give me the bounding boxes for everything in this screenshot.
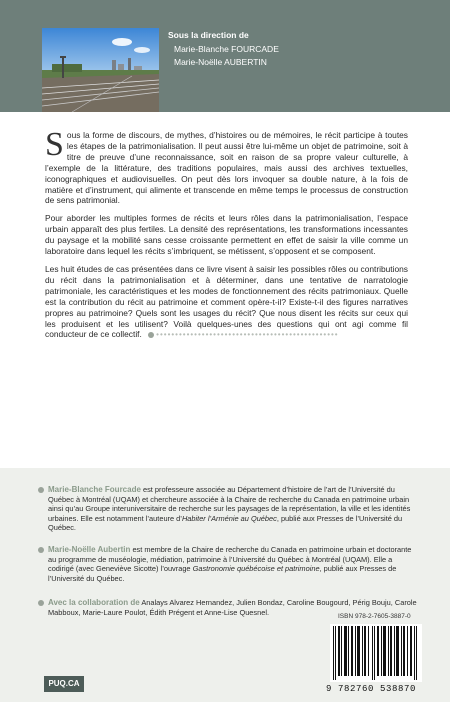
drop-cap: S — [45, 126, 64, 163]
paragraph-text: ous la forme de discours, de mythes, d’histoires ou de mémoires, le récit participe à toutes les étapes de la patrimonialisation. Il peut aussi être lui-même un objet de patrimoine, soit à titre de preuve d’une reconnaissance, soit en raison de sa propre valeur culturelle, à l’exemple de la littérature, des traditions populaires, mais aussi des archives textuelles, iconographiques et audiovisuelles. On peut dès lors invoquer sa double nature, à la fois de matière et d’instrument, qui alimente et transcende en même temps le processus de construction de sens patrimonial. — [45, 130, 408, 206]
editors-lead: Sous la direction de — [168, 30, 249, 40]
bullet-dot-icon — [38, 547, 44, 553]
editors-block — [168, 30, 279, 70]
paragraph: Pour aborder les multiples formes de récits et leurs rôles dans la patrimonialisation, l’espace urbain apparaît des plus fertiles. La densité des représentations, les transformations incessantes du paysage et la mobilité sans cesse croissante permettent en effet de saisir la ville comme un laboratoire dans lequel les récits s’imbriquent, se métissent, s’opposent et se composent. — [45, 213, 408, 257]
paragraph-text: Les huit études de cas présentées dans ce livre visent à saisir les possibles rôles ou contributions du récit dans la patrimonialisation et à déterminer, dans une tentative de narratologie patrimoniale, les caractéristiques et les modes de fonctionnement des récits patrimoniaux. Quelle est la contribution du récit au patrimoine et comment opère-t-il? Existe-t-il des figures narratives propres au patrimoine? Quels sont les usages du récit? Que nous disent les récits sur ceux qui les produisent et les utilisent? Voilà quelques-unes des questions qui ont agi comme fil conducteur de ce collectif. — [45, 263, 408, 340]
bio-text: , publié aux Presses de l’Université du Québec. — [48, 564, 397, 583]
editor-name: Marie-Blanche FOURCADE — [174, 44, 279, 54]
bio-text: , publié aux Presses de l’Université du Québec. — [48, 513, 403, 533]
cover-photo — [42, 28, 159, 112]
publisher-logo: PUQ.CA — [44, 676, 84, 692]
author-bio — [48, 545, 418, 583]
bullet-dot-icon — [38, 600, 44, 606]
author-name: Marie-Blanche Fourcade — [48, 485, 141, 494]
barcode — [330, 624, 422, 682]
author-name: Marie-Noëlle Aubertin — [48, 545, 131, 554]
collaborators-lead: Avec la collaboration de — [48, 598, 140, 607]
book-title: Habiter l’Arménie au Québec — [181, 513, 277, 523]
bullet-dot-icon — [38, 487, 44, 493]
editor-name: Marie-Noëlle AUBERTIN — [174, 57, 267, 67]
barcode-number: 9 782760 538870 — [326, 684, 417, 694]
bullet-dot-icon — [148, 332, 154, 338]
isbn: ISBN 978-2-7605-3887-0 — [338, 613, 411, 620]
book-title: Gastronomie québécoise et patrimoine — [192, 564, 320, 574]
paragraph — [45, 264, 408, 341]
dotted-rule: •••••••••••••••••••••••••••••••••••••••••••••••• — [156, 329, 339, 339]
author-bio — [48, 485, 418, 533]
header-band — [0, 0, 450, 112]
bio-text: est professeure associée au Département d’histoire de l’art de l’Université du Québec à Montréal (UQAM) et chercheure associée à la Chaire de recherche du Canada en patrimoine urbain ainsi qu’au Groupe interuniversitaire de recherche sur les paysages de la représentation, la ville et les identités urbaines. Elle est notamment l’auteure d’ — [48, 485, 411, 523]
paragraph — [45, 126, 408, 206]
back-cover-text — [45, 126, 408, 348]
collaborators-list: Analays Alvarez Hernandez, Julien Bondaz, Caroline Bougourd, Périg Bouju, Carole Mabboux, Marie-Laure Poulot, Édith Prégent et Anne-Lise Quesnel. — [48, 598, 417, 617]
bio-text: est membre de la Chaire de recherche du Canada en patrimoine urbain et doctorante au programme de muséologie, médiation, patrimoine à l’Université du Québec à Montréal (UQAM). Elle a codirigé (avec Geneviève Sicotte) l’ouvrage — [48, 545, 412, 574]
